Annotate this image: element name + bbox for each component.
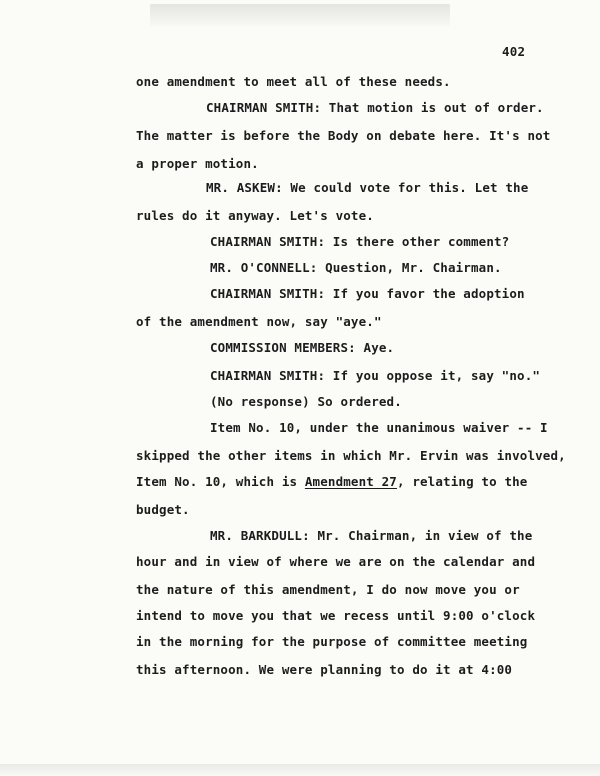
scan-artifact-bottom: [0, 764, 600, 776]
transcript-line: CHAIRMAN SMITH: If you oppose it, say "no.": [210, 368, 541, 383]
transcript-line: budget.: [136, 502, 190, 517]
transcript-line: the nature of this amendment, I do now move you or: [136, 582, 520, 597]
transcript-line: The matter is before the Body on debate here. It's not: [136, 128, 551, 143]
transcript-line: in the morning for the purpose of committee meeting: [136, 634, 528, 649]
page-number: 402: [502, 44, 526, 59]
amendment-reference: Amendment 27: [304, 474, 397, 489]
scan-artifact-top: [150, 4, 450, 26]
transcript-line: CHAIRMAN SMITH: That motion is out of order.: [206, 100, 544, 115]
transcript-line: CHAIRMAN SMITH: If you favor the adoption: [210, 286, 525, 301]
transcript-line: intend to move you that we recess until 9:00 o'clock: [136, 608, 536, 623]
transcript-line: (No response) So ordered.: [210, 394, 402, 409]
transcript-line: hour and in view of where we are on the calendar and: [136, 554, 536, 569]
transcript-line-text: Item No. 10, which is: [136, 474, 305, 489]
transcript-line: one amendment to meet all of these needs.: [136, 74, 451, 89]
transcript-line: MR. ASKEW: We could vote for this. Let the: [206, 180, 529, 195]
transcript-line: this afternoon. We were planning to do it at 4:00: [136, 662, 513, 677]
transcript-line: a proper motion.: [136, 156, 259, 171]
transcript-line: CHAIRMAN SMITH: Is there other comment?: [210, 234, 510, 249]
transcript-line: of the amendment now, say "aye.": [136, 314, 382, 329]
transcript-line: COMMISSION MEMBERS: Aye.: [210, 340, 395, 355]
transcript-line: [136, 474, 527, 490]
transcript-line: MR. O'CONNELL: Question, Mr. Chairman.: [210, 260, 502, 275]
transcript-line: Item No. 10, under the unanimous waiver -- I: [210, 420, 548, 435]
transcript-line: MR. BARKDULL: Mr. Chairman, in view of the: [210, 528, 533, 543]
transcript-line-text: , relating to the: [396, 474, 528, 489]
transcript-line: rules do it anyway. Let's vote.: [136, 208, 374, 223]
transcript-line: skipped the other items in which Mr. Ervin was involved,: [136, 448, 566, 463]
